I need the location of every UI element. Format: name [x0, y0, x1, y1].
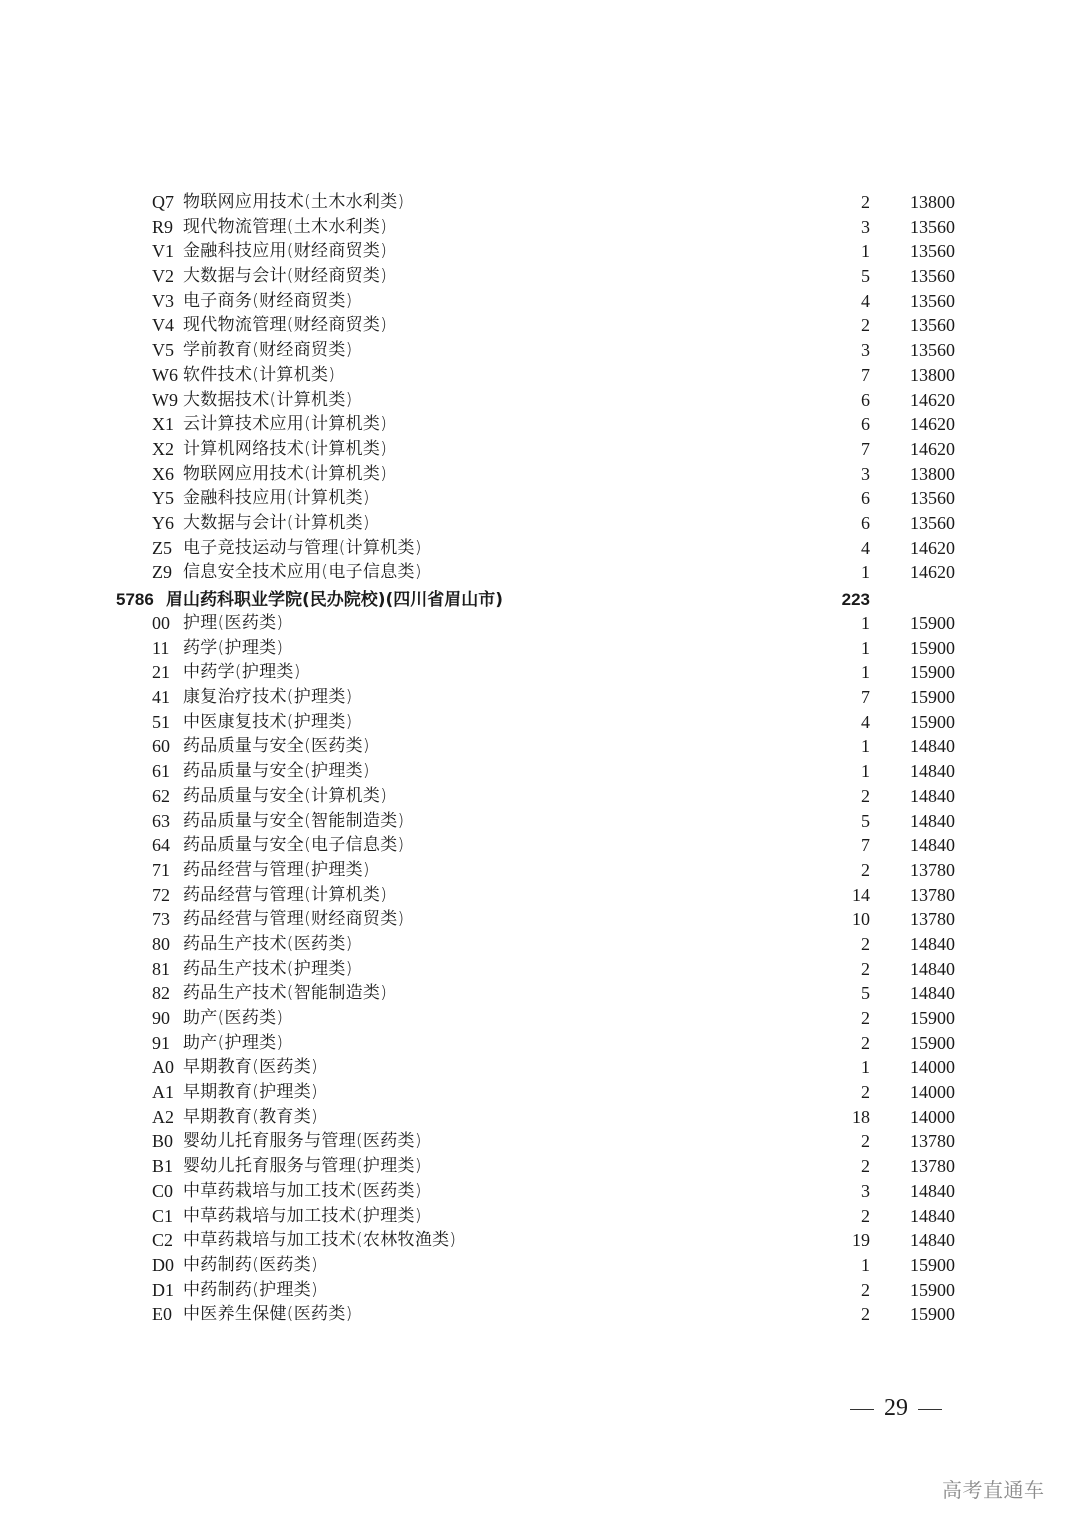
major-code: W6 — [152, 364, 178, 385]
enrollment-count: 1 — [861, 736, 870, 757]
major-name: 中草药栽培与加工技术(医药类) — [183, 1180, 422, 1201]
tuition-fee: 14840 — [910, 1180, 955, 1201]
table-row — [0, 1253, 1080, 1278]
table-row — [0, 560, 1080, 585]
enrollment-count: 4 — [861, 537, 870, 558]
dash-left — [850, 1409, 874, 1410]
major-code: X6 — [152, 463, 174, 484]
major-code: Z9 — [152, 562, 172, 583]
major-code: D1 — [152, 1279, 174, 1300]
school-header-row — [0, 585, 1080, 611]
major-name: 中医康复技术(护理类) — [183, 711, 353, 732]
tuition-fee: 14840 — [910, 958, 955, 979]
major-code: Y6 — [152, 512, 174, 533]
table-row — [0, 239, 1080, 264]
major-code: 60 — [152, 736, 170, 757]
school-code: 5786 — [116, 590, 154, 609]
major-code: A2 — [152, 1106, 174, 1127]
enrollment-count: 2 — [861, 1032, 870, 1053]
tuition-fee: 13560 — [910, 241, 955, 262]
major-name: 中医养生保健(医药类) — [183, 1304, 353, 1325]
enrollment-count: 1 — [861, 637, 870, 658]
major-code: 72 — [152, 884, 170, 905]
major-code: E0 — [152, 1304, 172, 1325]
table-row — [0, 858, 1080, 883]
tuition-fee: 13780 — [910, 1156, 955, 1177]
table-row — [0, 1204, 1080, 1229]
major-code: 11 — [152, 637, 170, 658]
tuition-fee: 13560 — [910, 216, 955, 237]
major-code: 90 — [152, 1008, 170, 1028]
table-row — [0, 338, 1080, 363]
table-row — [0, 437, 1080, 462]
table-row — [0, 907, 1080, 932]
table-row — [0, 289, 1080, 314]
enrollment-count: 19 — [852, 1230, 870, 1251]
major-name: 中药制药(医药类) — [183, 1254, 318, 1275]
major-name: 中草药栽培与加工技术(农林牧渔类) — [183, 1230, 457, 1251]
tuition-fee: 14840 — [910, 933, 955, 954]
major-name: 大数据与会计(计算机类) — [183, 512, 370, 533]
table-row — [0, 660, 1080, 685]
enrollment-count: 5 — [861, 983, 870, 1004]
major-name: 护理(医药类) — [183, 613, 284, 633]
table-row — [0, 636, 1080, 661]
table-row — [0, 932, 1080, 957]
enrollment-count: 3 — [861, 463, 870, 484]
enrollment-count: 1 — [861, 562, 870, 583]
major-name: 药品生产技术(护理类) — [183, 958, 353, 979]
table-row — [0, 710, 1080, 735]
major-name: 婴幼儿托育服务与管理(护理类) — [183, 1156, 422, 1177]
tuition-fee: 14000 — [910, 1057, 955, 1078]
major-name: 大数据与会计(财经商贸类) — [183, 266, 388, 287]
page-number — [840, 1395, 952, 1422]
enrollment-count: 2 — [861, 1279, 870, 1300]
major-name: 婴幼儿托育服务与管理(医药类) — [183, 1131, 422, 1152]
tuition-fee: 14620 — [910, 562, 955, 583]
major-code: 62 — [152, 785, 170, 806]
major-name: 物联网应用技术(土木水利类) — [183, 192, 405, 212]
enrollment-count: 1 — [861, 1057, 870, 1078]
enrollment-count: 1 — [861, 761, 870, 782]
major-code: 91 — [152, 1032, 170, 1053]
major-name: 药品质量与安全(计算机类) — [183, 785, 388, 806]
table-row — [0, 1228, 1080, 1253]
tuition-fee: 14840 — [910, 983, 955, 1004]
tuition-fee: 14840 — [910, 835, 955, 856]
table-row — [0, 759, 1080, 784]
major-code: 51 — [152, 711, 170, 732]
enrollment-count: 2 — [861, 1156, 870, 1177]
major-code: 00 — [152, 613, 170, 633]
enrollment-count: 3 — [861, 216, 870, 237]
table-row — [0, 511, 1080, 536]
tuition-fee: 15900 — [910, 613, 955, 633]
major-name: 康复治疗技术(护理类) — [183, 687, 353, 708]
table-row — [0, 685, 1080, 710]
table-row — [0, 313, 1080, 338]
enrollment-count: 2 — [861, 785, 870, 806]
tuition-fee: 13800 — [910, 463, 955, 484]
major-code: Y5 — [152, 488, 174, 509]
enrollment-count: 2 — [861, 1205, 870, 1226]
major-code: R9 — [152, 216, 174, 237]
major-code: C2 — [152, 1230, 174, 1251]
tuition-fee: 13780 — [910, 884, 955, 905]
enrollment-count: 18 — [852, 1106, 870, 1127]
tuition-fee: 15900 — [910, 1304, 955, 1325]
major-name: 药品经营与管理(计算机类) — [183, 884, 388, 905]
tuition-fee: 14840 — [910, 1230, 955, 1251]
major-name: 计算机网络技术(计算机类) — [183, 438, 388, 459]
major-name: 助产(医药类) — [183, 1008, 284, 1028]
major-code: Z5 — [152, 537, 172, 558]
major-name: 药品经营与管理(财经商贸类) — [183, 909, 405, 930]
enrollment-count: 2 — [861, 958, 870, 979]
major-name: 软件技术(计算机类) — [183, 364, 336, 385]
tuition-fee: 14840 — [910, 785, 955, 806]
major-name: 助产(护理类) — [183, 1032, 284, 1053]
enrollment-count: 14 — [852, 884, 870, 905]
table-row — [0, 1055, 1080, 1080]
tuition-fee: 14840 — [910, 810, 955, 831]
enrollment-count: 5 — [861, 266, 870, 287]
major-name: 物联网应用技术(计算机类) — [183, 463, 388, 484]
major-name: 云计算技术应用(计算机类) — [183, 414, 388, 435]
table-row — [0, 833, 1080, 858]
enrollment-count: 1 — [861, 613, 870, 633]
tuition-fee: 13560 — [910, 290, 955, 311]
major-name: 大数据技术(计算机类) — [183, 389, 353, 410]
enrollment-count: 2 — [861, 1131, 870, 1152]
tuition-fee: 14620 — [910, 389, 955, 410]
table-row — [0, 215, 1080, 240]
major-code: X1 — [152, 414, 174, 435]
tuition-fee: 13560 — [910, 340, 955, 361]
enrollment-count: 2 — [861, 1082, 870, 1103]
major-name: 金融科技应用(计算机类) — [183, 488, 370, 509]
major-code: X2 — [152, 438, 174, 459]
table-row — [0, 190, 1080, 215]
table-row — [0, 412, 1080, 437]
major-name: 药品质量与安全(护理类) — [183, 761, 370, 782]
tuition-fee: 13560 — [910, 488, 955, 509]
tuition-fee: 15900 — [910, 711, 955, 732]
enrollment-count: 2 — [861, 192, 870, 212]
table-row — [0, 388, 1080, 413]
table-row — [0, 363, 1080, 388]
enrollment-count: 1 — [861, 662, 870, 683]
enrollment-count: 7 — [861, 364, 870, 385]
enrollment-count: 7 — [861, 687, 870, 708]
table-row — [0, 1154, 1080, 1179]
tuition-fee: 14620 — [910, 414, 955, 435]
table-row — [0, 957, 1080, 982]
major-code: 80 — [152, 933, 170, 954]
tuition-fee: 15900 — [910, 1279, 955, 1300]
table-row — [0, 809, 1080, 834]
major-name: 早期教育(教育类) — [183, 1106, 318, 1127]
table-row — [0, 784, 1080, 809]
table-row — [0, 883, 1080, 908]
major-name: 中药制药(护理类) — [183, 1279, 318, 1300]
tuition-fee: 15900 — [910, 1032, 955, 1053]
major-code: 64 — [152, 835, 170, 856]
enrollment-count: 6 — [861, 414, 870, 435]
enrollment-table — [0, 190, 1080, 1327]
enrollment-count: 2 — [861, 859, 870, 880]
tuition-fee: 13560 — [910, 266, 955, 287]
enrollment-count: 7 — [861, 438, 870, 459]
enrollment-count: 5 — [861, 810, 870, 831]
enrollment-count: 7 — [861, 835, 870, 856]
tuition-fee: 14620 — [910, 438, 955, 459]
tuition-fee: 13560 — [910, 315, 955, 336]
major-name: 现代物流管理(财经商贸类) — [183, 315, 388, 336]
major-name: 药品质量与安全(电子信息类) — [183, 835, 405, 856]
tuition-fee: 14000 — [910, 1082, 955, 1103]
enrollment-count: 4 — [861, 711, 870, 732]
major-code: C0 — [152, 1180, 174, 1201]
major-code: V5 — [152, 340, 174, 361]
enrollment-count: 3 — [861, 1180, 870, 1201]
major-code: A1 — [152, 1082, 174, 1103]
major-name: 金融科技应用(财经商贸类) — [183, 241, 388, 262]
major-name: 学前教育(财经商贸类) — [183, 340, 353, 361]
enrollment-count: 3 — [861, 340, 870, 361]
major-name: 电子竞技运动与管理(计算机类) — [183, 537, 422, 558]
major-name: 中药学(护理类) — [183, 662, 301, 683]
tuition-fee: 13560 — [910, 512, 955, 533]
major-code: V4 — [152, 315, 174, 336]
major-name: 药品生产技术(医药类) — [183, 933, 353, 954]
enrollment-count: 2 — [861, 1304, 870, 1325]
major-code: 71 — [152, 859, 170, 880]
tuition-fee: 14840 — [910, 736, 955, 757]
major-name: 信息安全技术应用(电子信息类) — [183, 562, 422, 583]
major-name: 中草药栽培与加工技术(护理类) — [183, 1205, 422, 1226]
table-row — [0, 611, 1080, 636]
major-code: A0 — [152, 1057, 174, 1078]
major-code: 21 — [152, 662, 170, 683]
major-name: 早期教育(护理类) — [183, 1082, 318, 1103]
major-code: W9 — [152, 389, 178, 410]
table-row — [0, 1080, 1080, 1105]
tuition-fee: 14840 — [910, 761, 955, 782]
table-row — [0, 1278, 1080, 1303]
table-row — [0, 1179, 1080, 1204]
enrollment-count: 6 — [861, 488, 870, 509]
tuition-fee: 14620 — [910, 537, 955, 558]
tuition-fee: 14000 — [910, 1106, 955, 1127]
major-code: V3 — [152, 290, 174, 311]
major-name: 药学(护理类) — [183, 637, 284, 658]
table-row — [0, 1105, 1080, 1130]
major-name: 药品质量与安全(智能制造类) — [183, 810, 405, 831]
enrollment-count: 2 — [861, 933, 870, 954]
table-row — [0, 1031, 1080, 1056]
major-code: V1 — [152, 241, 174, 262]
tuition-fee: 15900 — [910, 1008, 955, 1028]
enrollment-count: 10 — [852, 909, 870, 930]
table-row — [0, 536, 1080, 561]
tuition-fee: 15900 — [910, 637, 955, 658]
major-code: C1 — [152, 1205, 174, 1226]
tuition-fee: 15900 — [910, 662, 955, 683]
major-name: 电子商务(财经商贸类) — [183, 290, 353, 311]
enrollment-count: 6 — [861, 389, 870, 410]
table-row — [0, 1302, 1080, 1327]
school-name: 眉山药科职业学院(民办院校)(四川省眉山市) — [166, 590, 504, 610]
dash-right — [918, 1409, 942, 1410]
enrollment-count: 6 — [861, 512, 870, 533]
major-code: B0 — [152, 1131, 174, 1152]
school-total-count: 223 — [841, 590, 870, 609]
table-row — [0, 1006, 1080, 1031]
major-code: 73 — [152, 909, 170, 930]
enrollment-count: 1 — [861, 1254, 870, 1275]
tuition-fee: 13780 — [910, 909, 955, 930]
tuition-fee: 14840 — [910, 1205, 955, 1226]
major-code: 82 — [152, 983, 170, 1004]
watermark: 高考直通车 — [942, 1478, 1045, 1502]
table-row — [0, 264, 1080, 289]
tuition-fee: 13800 — [910, 192, 955, 212]
major-code: V2 — [152, 266, 174, 287]
major-name: 早期教育(医药类) — [183, 1057, 318, 1078]
major-name: 现代物流管理(土木水利类) — [183, 216, 388, 237]
enrollment-count: 4 — [861, 290, 870, 311]
major-name: 药品生产技术(智能制造类) — [183, 983, 388, 1004]
major-code: B1 — [152, 1156, 174, 1177]
tuition-fee: 15900 — [910, 1254, 955, 1275]
major-code: 41 — [152, 687, 170, 708]
major-code: 81 — [152, 958, 170, 979]
table-row — [0, 734, 1080, 759]
major-code: D0 — [152, 1254, 174, 1275]
major-code: Q7 — [152, 192, 174, 212]
major-code: 63 — [152, 810, 170, 831]
tuition-fee: 15900 — [910, 687, 955, 708]
tuition-fee: 13800 — [910, 364, 955, 385]
tuition-fee: 13780 — [910, 1131, 955, 1152]
table-row — [0, 981, 1080, 1006]
enrollment-count: 2 — [861, 1008, 870, 1028]
enrollment-count: 1 — [861, 241, 870, 262]
major-code: 61 — [152, 761, 170, 782]
enrollment-count: 2 — [861, 315, 870, 336]
major-name: 药品经营与管理(护理类) — [183, 859, 370, 880]
page-number-value: 29 — [884, 1395, 908, 1421]
tuition-fee: 13780 — [910, 859, 955, 880]
table-row — [0, 486, 1080, 511]
major-name: 药品质量与安全(医药类) — [183, 736, 370, 757]
table-row — [0, 462, 1080, 487]
table-row — [0, 1129, 1080, 1154]
